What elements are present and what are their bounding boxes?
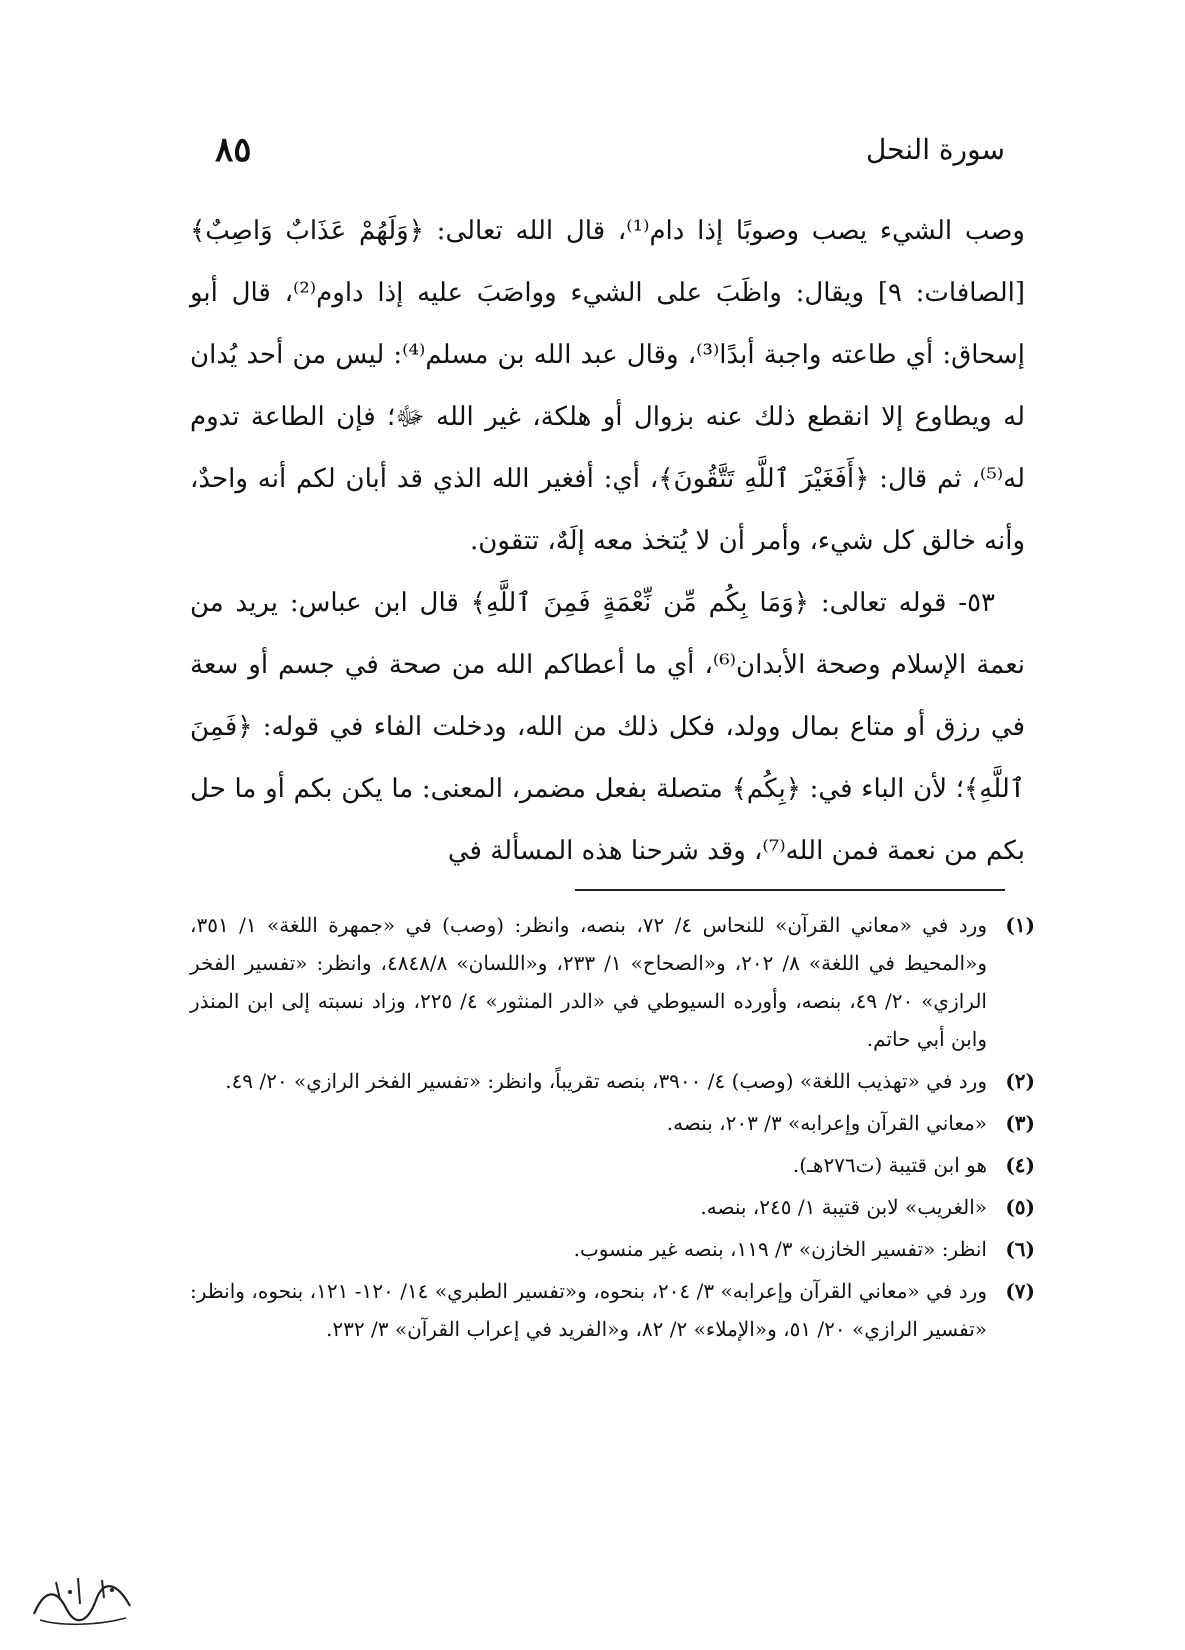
footnote-number: (٦) [1005,1237,1035,1261]
footnote-number: (٥) [1005,1195,1035,1219]
footnote-item [190,1230,1035,1268]
footnote-text: «الغريب» لابن قتيبة ١/ ٢٤٥، بنصه. [700,1195,987,1219]
page-header [215,128,1005,172]
surah-name: سورة النحل [865,133,1005,166]
footnote-text: انظر: «تفسير الخازن» ٣/ ١١٩، بنصه غير منسوب. [573,1237,987,1261]
footnote-item [190,1062,1035,1100]
footnote-text: ورد في «معاني القرآن» للنحاس ٤/ ٧٢، بنصه، وانظر: (وصب) في «جمهرة اللغة» ١/ ٣٥١، و«المحيط في اللغة» ٨/ ٢٠٢، و«الصحاح» ١/ ٢٣٣، و«اللسان» ٤٨٤٨/٨، وانظر: «تفسير الفخر الرازي» ٢٠/ ٤٩، بنصه، وأورده السيوطي في «الدر المنثور» ٤/ ٢٢٥، وزاد نسبته إلى ابن المنذر وابن أبي حاتم. [190,913,987,1051]
footnote-item [190,906,1035,1058]
footnote-divider [575,889,1005,891]
footnotes-section [190,906,1035,1352]
footnote-item [190,1104,1035,1142]
footnote-number: (٤) [1005,1153,1035,1177]
page-number: ٨٥ [215,130,252,170]
footnote-text: هو ابن قتيبة (ت٢٧٦هـ). [792,1153,987,1177]
publisher-logo-icon [26,1570,138,1630]
footnote-item [190,1146,1035,1184]
paragraph: وصب الشيء يصب وصوبًا إذا دام⁽¹⁾، قال الله تعالى: ﴿وَلَهُمْ عَذَابٌ وَاصِبٌ﴾ [الصافات: ٩] ويقال: واظَبَ على الشيء وواصَبَ عليه إذا داوم⁽²⁾، قال أبو إسحاق: أي طاعته واجبة أبدًا⁽³⁾، وقال عبد الله بن مسلم⁽⁴⁾: ليس من أحد يُدان له ويطاوع إلا انقطع ذلك عنه بزوال أو هلكة، غير الله ﷻ؛ فإن الطاعة تدوم له⁽⁵⁾، ثم قال: ﴿أَفَغَيْرَ ٱللَّهِ تَتَّقُونَ﴾، أي: أفغير الله الذي قد أبان لكم أنه واحدٌ، وأنه خالق كل شيء، وأمر أن لا يُتخذ معه إلَهٌ، تتقون. [190,216,1026,556]
main-text [190,200,1025,882]
footnote-text: ورد في «معاني القرآن وإعرابه» ٣/ ٢٠٤، بنحوه، و«تفسير الطبري» ١٤/ ١٢٠- ١٢١، بنحوه، وانظر: «تفسير الرازي» ٢٠/ ٥١، و«الإملاء» ٢/ ٨٢، و«الفريد في إعراب القرآن» ٣/ ٢٣٢. [190,1279,987,1341]
footnote-number: (٢) [1005,1069,1035,1093]
footnote-number: (١) [1005,913,1035,937]
footnote-number: (٧) [1005,1279,1035,1303]
footnote-number: (٣) [1005,1111,1035,1135]
footnote-item [190,1272,1035,1348]
footnote-text: «معاني القرآن وإعرابه» ٣/ ٢٠٣، بنصه. [666,1111,987,1135]
paragraph: ٥٣- قوله تعالى: ﴿وَمَا بِكُم مِّن نِّعْمَةٍ فَمِنَ ٱللَّهِ﴾ قال ابن عباس: يريد من نعمة الإسلام وصحة الأبدان⁽⁶⁾، أي ما أعطاكم الله من صحة في جسم أو سعة في رزق أو متاع بمال وولد، فكل ذلك من الله، ودخلت الفاء في قوله: ﴿فَمِنَ ٱللَّهِ﴾؛ لأن الباء في: ﴿بِكُم﴾ متصلة بفعل مضمر، المعنى: ما يكن بكم أو ما حل بكم من نعمة فمن الله⁽⁷⁾، وقد شرحنا هذه المسألة في [190,588,1025,866]
footnote-text: ورد في «تهذيب اللغة» (وصب) ٤/ ٣٩٠٠، بنصه تقريباً، وانظر: «تفسير الفخر الرازي» ٢٠/ ٤٩. [225,1069,987,1093]
footnote-item [190,1188,1035,1226]
